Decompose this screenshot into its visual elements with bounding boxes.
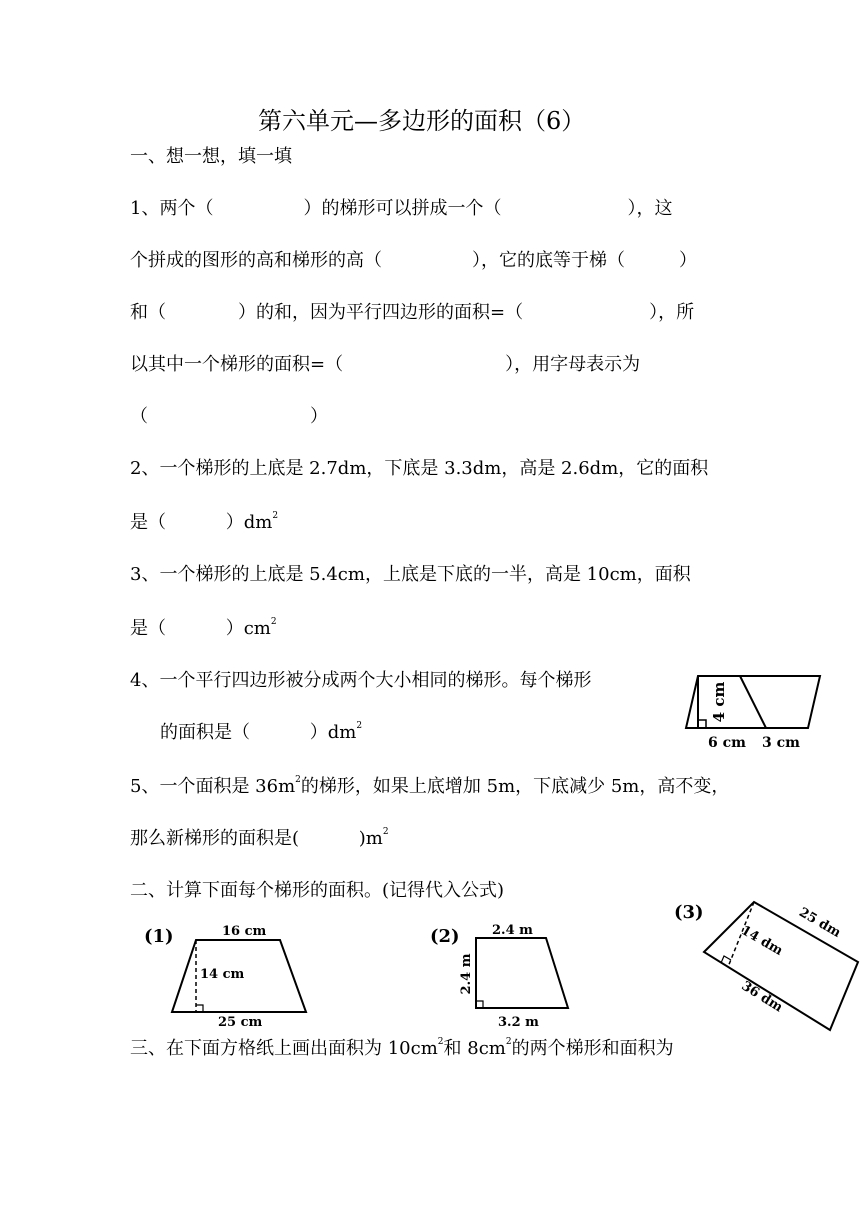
section1-heading: 一、想一想，填一填 xyxy=(130,146,292,167)
q5-line2: 那么新梯形的面积是( )$m^2$ xyxy=(130,827,389,849)
fig3-height-label: 14 dm xyxy=(738,923,786,959)
fig1-bottom-label: 25 cm xyxy=(218,1015,263,1030)
q1-line1: 1、两个（ ）的梯形可以拼成一个（ ），这 xyxy=(130,198,673,219)
q5-line1: 5、一个面积是 $36m^2$的梯形，如果上底增加 5m，下底减少 5m，高不变， xyxy=(130,775,730,797)
fig2-bottom-label: 3.2 m xyxy=(498,1015,539,1030)
q4-line2: 的面积是（ ）$dm^2$ xyxy=(160,721,363,743)
q3-line2: 是（ ）$cm^2$ xyxy=(130,617,277,639)
trapezoid-figure-1 xyxy=(140,920,310,1032)
fig2-height-label: 2.4 m xyxy=(459,953,474,995)
q4-parallelogram-figure xyxy=(676,664,826,754)
q4-line1: 4、一个平行四边形被分成两个大小相同的梯形。每个梯形 xyxy=(130,670,592,691)
section2-heading: 二、计算下面每个梯形的面积。(记得代入公式) xyxy=(130,880,505,901)
fig2-label: (2) xyxy=(430,926,460,947)
q1-line2: 个拼成的图形的高和梯形的高（ ），它的底等于梯（ ） xyxy=(130,250,697,271)
fig1-label: (1) xyxy=(144,926,174,947)
q2-line1: 2、一个梯形的上底是 2.7dm，下底是 3.3dm，高是 2.6dm，它的面积 xyxy=(130,458,709,479)
q4-bottom-left-label: 6 cm xyxy=(708,735,746,751)
trapezoid-figure-3 xyxy=(668,896,860,1036)
q4-bottom-right-label: 3 cm xyxy=(762,735,800,751)
q4-height-label: 4 cm xyxy=(710,681,728,723)
fig1-height-label: 14 cm xyxy=(200,967,245,982)
page-title: 第六单元—多边形的面积（6） xyxy=(258,107,586,135)
trapezoid-figure-2 xyxy=(428,920,578,1032)
fig3-label: (3) xyxy=(674,902,704,923)
fig1-top-label: 16 cm xyxy=(222,924,267,939)
fig3-top-label: 25 dm xyxy=(796,905,844,941)
q2-line2: 是（ ）$dm^2$ xyxy=(130,511,279,533)
q1-line3: 和（ ）的和，因为平行四边形的面积=（ ），所 xyxy=(130,302,695,323)
q1-line4: 以其中一个梯形的面积=（ ），用字母表示为 xyxy=(130,354,641,375)
fig3-bottom-label: 36 dm xyxy=(738,978,786,1016)
section3-line: 三、在下面方格纸上画出面积为 $10cm^2$和 $8cm^2$的两个梯形和面积为 xyxy=(130,1037,674,1059)
q1-line5: （ ） xyxy=(130,406,328,427)
fig2-top-label: 2.4 m xyxy=(492,923,533,938)
q3-line1: 3、一个梯形的上底是 5.4cm，上底是下底的一半，高是 10cm，面积 xyxy=(130,564,691,585)
